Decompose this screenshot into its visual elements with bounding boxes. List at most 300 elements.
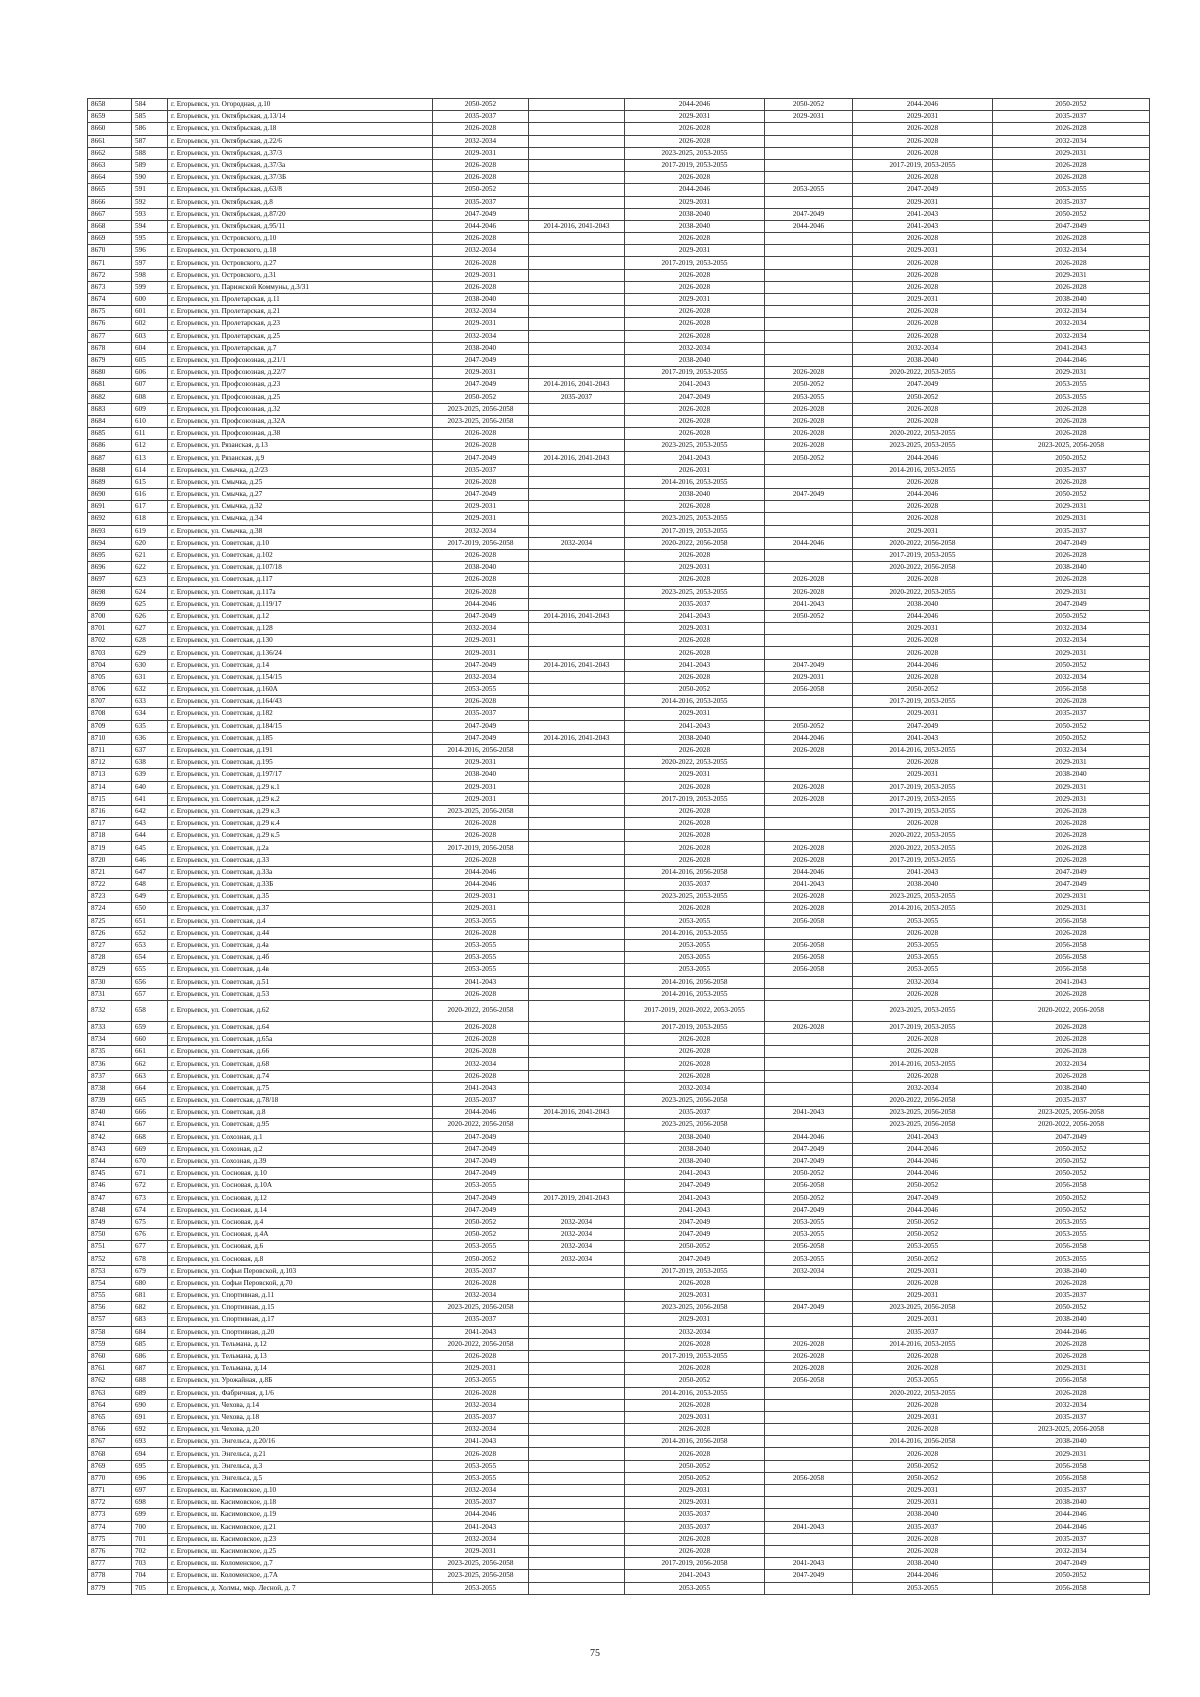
table-cell [765, 147, 853, 159]
table-cell: 2020-2022, 2056-2058 [993, 1119, 1150, 1131]
table-cell: 8750 [88, 1229, 132, 1241]
table-cell: 8669 [88, 233, 132, 245]
table-cell: 2023-2025, 2056-2058 [433, 1558, 529, 1570]
table-cell: г. Егорьевск, ул. Парижской Коммуны, д.3/31 [168, 281, 433, 293]
table-cell: 2023-2025, 2053-2055 [625, 513, 765, 525]
table-cell: г. Егорьевск, ул. Профсоюзная, д.38 [168, 428, 433, 440]
table-cell: 2029-2031 [433, 781, 529, 793]
table-cell: 2026-2028 [853, 233, 993, 245]
table-cell: г. Егорьевск, ул. Октябрьская, д.37/3 [168, 147, 433, 159]
table-cell: 8688 [88, 464, 132, 476]
table-cell: 2026-2028 [993, 927, 1150, 939]
table-cell: г. Егорьевск, ул. Сосновая, д.14 [168, 1204, 433, 1216]
table-cell: 2035-2037 [529, 391, 625, 403]
table-cell: 2038-2040 [625, 1143, 765, 1155]
table-cell: 2026-2028 [433, 172, 529, 184]
table-cell: 2056-2058 [765, 1375, 853, 1387]
table-cell: 2041-2043 [853, 220, 993, 232]
table-cell: 2026-2028 [853, 135, 993, 147]
table-cell: 2029-2031 [853, 245, 993, 257]
table-cell: 2029-2031 [993, 757, 1150, 769]
table-cell [529, 1411, 625, 1423]
table-cell: 2038-2040 [853, 598, 993, 610]
table-cell: 2032-2034 [625, 342, 765, 354]
table-cell [529, 257, 625, 269]
table-cell: г. Егорьевск, ул. Советская, д.35 [168, 891, 433, 903]
table-cell: 2056-2058 [993, 1375, 1150, 1387]
table-cell: 2026-2028 [993, 172, 1150, 184]
table-row [88, 257, 1150, 269]
table-row [88, 1424, 1150, 1436]
table-cell: 2026-2028 [625, 281, 765, 293]
table-cell: 2029-2031 [433, 367, 529, 379]
table-cell: 2014-2016, 2053-2055 [625, 927, 765, 939]
table-cell: 2047-2049 [765, 1155, 853, 1167]
table-cell: 2050-2052 [853, 1472, 993, 1484]
table-cell: 2050-2052 [625, 1375, 765, 1387]
table-cell [765, 1533, 853, 1545]
table-row [88, 1509, 1150, 1521]
table-cell: 664 [132, 1082, 168, 1094]
table-cell: 2026-2028 [853, 123, 993, 135]
table-cell: 2050-2052 [993, 1570, 1150, 1582]
table-cell: г. Егорьевск, ул. Сосновая, д.10 [168, 1168, 433, 1180]
table-cell [765, 549, 853, 561]
table-cell: 8660 [88, 123, 132, 135]
table-cell: 702 [132, 1545, 168, 1557]
table-cell: 649 [132, 891, 168, 903]
table-cell [529, 1034, 625, 1046]
table-cell: 635 [132, 720, 168, 732]
table-cell: г. Егорьевск, ш. Касимовское, д.23 [168, 1533, 433, 1545]
table-cell [765, 245, 853, 257]
table-row [88, 537, 1150, 549]
table-cell [765, 1460, 853, 1472]
table-cell: 2044-2046 [433, 1509, 529, 1521]
table-cell [765, 1058, 853, 1070]
table-cell: 8720 [88, 854, 132, 866]
table-cell: 601 [132, 306, 168, 318]
table-cell: 2029-2031 [853, 708, 993, 720]
table-cell: 2053-2055 [433, 1241, 529, 1253]
table-cell: 600 [132, 294, 168, 306]
table-cell: 2032-2034 [853, 976, 993, 988]
table-cell: 2020-2022, 2053-2055 [853, 1387, 993, 1399]
table-cell: 2032-2034 [433, 671, 529, 683]
table-cell [765, 1485, 853, 1497]
table-cell: 2029-2031 [993, 501, 1150, 513]
table-cell: 8751 [88, 1241, 132, 1253]
table-cell: г. Егорьевск, ш. Касимовское, д.25 [168, 1545, 433, 1557]
table-cell: 2032-2034 [529, 537, 625, 549]
table-cell: 2041-2043 [625, 1570, 765, 1582]
table-cell: 682 [132, 1302, 168, 1314]
table-cell: 2014-2016, 2041-2043 [529, 220, 625, 232]
table-cell: 2026-2028 [993, 403, 1150, 415]
table-cell: 634 [132, 708, 168, 720]
table-row [88, 988, 1150, 1000]
table-cell: 2053-2055 [433, 1472, 529, 1484]
table-cell [765, 233, 853, 245]
table-cell: 2035-2037 [993, 111, 1150, 123]
table-cell: г. Егорьевск, ул. Советская, д.65а [168, 1034, 433, 1046]
table-cell: 2026-2028 [433, 549, 529, 561]
table-cell [529, 1000, 625, 1021]
table-cell: 2050-2052 [993, 452, 1150, 464]
table-cell: 2023-2025, 2056-2058 [993, 1107, 1150, 1119]
table-row [88, 525, 1150, 537]
table-cell: 2029-2031 [625, 562, 765, 574]
table-cell: 2044-2046 [625, 184, 765, 196]
table-cell: 2050-2052 [625, 684, 765, 696]
table-cell: 694 [132, 1448, 168, 1460]
table-cell: 8744 [88, 1155, 132, 1167]
table-cell: 2038-2040 [433, 294, 529, 306]
table-cell: 674 [132, 1204, 168, 1216]
table-cell: 2026-2028 [433, 696, 529, 708]
table-cell: г. Егорьевск, ул. Октябрьская, д.37/3а [168, 159, 433, 171]
table-cell: 2026-2028 [765, 440, 853, 452]
table-cell: 2035-2037 [993, 525, 1150, 537]
table-cell: 2044-2046 [433, 1107, 529, 1119]
table-cell [529, 123, 625, 135]
table-cell: 2026-2028 [625, 415, 765, 427]
table-cell: 2029-2031 [625, 769, 765, 781]
table-cell: 2029-2031 [993, 891, 1150, 903]
table-cell: г. Егорьевск, ул. Тельмана, д.14 [168, 1363, 433, 1375]
table-cell: 2026-2028 [765, 781, 853, 793]
table-cell: 2029-2031 [993, 1363, 1150, 1375]
table-cell: 2044-2046 [853, 1168, 993, 1180]
table-cell: г. Егорьевск, ул. Энгельса, д.21 [168, 1448, 433, 1460]
table-cell: 2026-2028 [433, 1387, 529, 1399]
table-cell: 705 [132, 1582, 168, 1594]
table-cell: 2053-2055 [625, 1582, 765, 1594]
table-cell: г. Егорьевск, ул. Октябрьская, д.13/14 [168, 111, 433, 123]
table-cell [765, 1082, 853, 1094]
table-cell: 2035-2037 [433, 196, 529, 208]
table-row [88, 1095, 1150, 1107]
table-cell: 2020-2022, 2056-2058 [625, 537, 765, 549]
table-cell: 662 [132, 1058, 168, 1070]
table-cell: г. Егорьевск, ул. Пролетарская, д.11 [168, 294, 433, 306]
table-cell: 2056-2058 [993, 1241, 1150, 1253]
table-cell: 8707 [88, 696, 132, 708]
table-cell: г. Егорьевск, ул. Советская, д.117 [168, 574, 433, 586]
table-cell: 626 [132, 610, 168, 622]
table-cell: 8672 [88, 269, 132, 281]
table-cell: 2050-2052 [433, 1216, 529, 1228]
table-row [88, 196, 1150, 208]
table-cell: 8758 [88, 1326, 132, 1338]
table-cell: 2026-2028 [853, 476, 993, 488]
table-cell: 2050-2052 [993, 659, 1150, 671]
table-cell: 2050-2052 [993, 610, 1150, 622]
table-cell: 597 [132, 257, 168, 269]
table-cell: 2032-2034 [433, 1058, 529, 1070]
table-cell [529, 830, 625, 842]
table-cell: 2023-2025, 2056-2058 [625, 1119, 765, 1131]
table-row [88, 927, 1150, 939]
table-cell: г. Егорьевск, ш. Касимовское, д.18 [168, 1497, 433, 1509]
table-cell: 595 [132, 233, 168, 245]
table-cell: 2041-2043 [625, 659, 765, 671]
table-cell [765, 805, 853, 817]
table-row [88, 1180, 1150, 1192]
table-row [88, 684, 1150, 696]
table-cell: 8714 [88, 781, 132, 793]
table-cell: 2038-2040 [625, 1131, 765, 1143]
table-cell [529, 744, 625, 756]
table-cell: 2056-2058 [765, 1241, 853, 1253]
table-cell: 2029-2031 [625, 245, 765, 257]
table-cell: г. Егорьевск, ул. Сохозная, д.2 [168, 1143, 433, 1155]
table-cell: 2029-2031 [993, 147, 1150, 159]
table-cell: 2044-2046 [765, 537, 853, 549]
table-cell: 2020-2022, 2053-2055 [625, 757, 765, 769]
table-cell [529, 952, 625, 964]
table-cell: 2020-2022, 2056-2058 [853, 562, 993, 574]
table-cell: 8684 [88, 415, 132, 427]
table-cell: 2050-2052 [625, 1241, 765, 1253]
table-cell: г. Егорьевск, ул. Советская, д.33 [168, 854, 433, 866]
table-cell: 2047-2049 [433, 1168, 529, 1180]
table-cell: 616 [132, 489, 168, 501]
table-cell: 2017-2019, 2053-2055 [853, 159, 993, 171]
table-cell: 2026-2028 [625, 549, 765, 561]
table-cell: 2050-2052 [765, 610, 853, 622]
table-row [88, 220, 1150, 232]
table-row [88, 1436, 1150, 1448]
table-cell: г. Егорьевск, ул. Пролетарская, д.7 [168, 342, 433, 354]
table-cell: 2050-2052 [433, 99, 529, 111]
table-row [88, 428, 1150, 440]
table-cell: 660 [132, 1034, 168, 1046]
table-cell: г. Егорьевск, ул. Советская, д.29 к.3 [168, 805, 433, 817]
table-cell: 2026-2028 [625, 1070, 765, 1082]
table-row [88, 903, 1150, 915]
table-row [88, 379, 1150, 391]
table-cell [765, 1448, 853, 1460]
table-cell: 668 [132, 1131, 168, 1143]
table-cell [529, 1302, 625, 1314]
table-cell: 2026-2028 [853, 1363, 993, 1375]
table-cell: 656 [132, 976, 168, 988]
table-cell: 2044-2046 [433, 879, 529, 891]
table-cell: 2053-2055 [433, 1375, 529, 1387]
table-cell: 2023-2025, 2056-2058 [433, 415, 529, 427]
table-cell: 8699 [88, 598, 132, 610]
table-row [88, 1448, 1150, 1460]
table-cell: 2032-2034 [529, 1253, 625, 1265]
table-cell [529, 184, 625, 196]
table-cell [529, 1533, 625, 1545]
table-row [88, 172, 1150, 184]
table-cell [765, 769, 853, 781]
table-cell [529, 1314, 625, 1326]
table-cell [765, 1034, 853, 1046]
table-row [88, 342, 1150, 354]
table-cell: 2023-2025, 2053-2055 [853, 1000, 993, 1021]
table-cell [529, 525, 625, 537]
table-cell: 2017-2019, 2053-2055 [625, 1265, 765, 1277]
table-cell: 2047-2049 [993, 537, 1150, 549]
table-cell [529, 793, 625, 805]
table-cell: г. Егорьевск, ул. Советская, д.4а [168, 939, 433, 951]
table-cell: 2056-2058 [765, 939, 853, 951]
table-cell: 2056-2058 [993, 939, 1150, 951]
table-cell: 607 [132, 379, 168, 391]
table-cell [529, 1485, 625, 1497]
table-cell: 2035-2037 [993, 1411, 1150, 1423]
table-cell: 8713 [88, 769, 132, 781]
table-cell: 684 [132, 1326, 168, 1338]
table-cell: 2026-2028 [433, 854, 529, 866]
table-cell: 2026-2028 [625, 744, 765, 756]
table-cell: 676 [132, 1229, 168, 1241]
table-cell: 2050-2052 [853, 684, 993, 696]
table-cell [529, 1326, 625, 1338]
table-cell: 8771 [88, 1485, 132, 1497]
table-cell: 2050-2052 [993, 1204, 1150, 1216]
table-cell: 623 [132, 574, 168, 586]
table-cell: г. Егорьевск, ул. Советская, д.117а [168, 586, 433, 598]
table-cell: 8723 [88, 891, 132, 903]
table-cell [765, 525, 853, 537]
table-cell: 2053-2055 [765, 391, 853, 403]
table-cell: 610 [132, 415, 168, 427]
table-cell: 2029-2031 [853, 111, 993, 123]
table-cell: 8715 [88, 793, 132, 805]
table-cell: 8772 [88, 1497, 132, 1509]
table-cell: 2029-2031 [853, 1497, 993, 1509]
table-cell: 2047-2049 [853, 379, 993, 391]
table-cell: 654 [132, 952, 168, 964]
table-cell: 2026-2028 [993, 233, 1150, 245]
table-cell: 2032-2034 [993, 635, 1150, 647]
table-cell: 2026-2028 [625, 635, 765, 647]
table-cell: 690 [132, 1399, 168, 1411]
table-cell: 651 [132, 915, 168, 927]
table-cell: 2014-2016, 2056-2058 [625, 1436, 765, 1448]
table-cell: 2038-2040 [625, 208, 765, 220]
table-cell [529, 696, 625, 708]
table-cell: 2026-2028 [625, 428, 765, 440]
table-cell: г. Егорьевск, ул. Советская, д.102 [168, 549, 433, 561]
table-cell: 2050-2052 [433, 1229, 529, 1241]
table-cell: 2044-2046 [853, 99, 993, 111]
table-cell: 2047-2049 [625, 1216, 765, 1228]
table-cell: 2047-2049 [433, 379, 529, 391]
table-cell: 8690 [88, 489, 132, 501]
table-cell [529, 403, 625, 415]
table-cell: 2023-2025, 2056-2058 [433, 403, 529, 415]
table-cell: 8727 [88, 939, 132, 951]
table-cell: г. Егорьевск, ул. Островского, д.10 [168, 233, 433, 245]
table-cell: 2047-2049 [765, 1143, 853, 1155]
table-cell: г. Егорьевск, ул. Сосновая, д.4 [168, 1216, 433, 1228]
table-cell [765, 172, 853, 184]
table-row [88, 610, 1150, 622]
table-cell: 637 [132, 744, 168, 756]
table-cell: 2026-2028 [625, 1448, 765, 1460]
table-cell: 2032-2034 [993, 1545, 1150, 1557]
table-cell [529, 562, 625, 574]
table-row [88, 111, 1150, 123]
table-cell: 8756 [88, 1302, 132, 1314]
table-cell: г. Егорьевск, ул. Советская, д.195 [168, 757, 433, 769]
table-cell: 2017-2019, 2056-2058 [625, 1558, 765, 1570]
table-cell: 2035-2037 [993, 1533, 1150, 1545]
table-cell: 2053-2055 [993, 1216, 1150, 1228]
table-cell: 2029-2031 [993, 269, 1150, 281]
table-cell [765, 1424, 853, 1436]
table-cell: 640 [132, 781, 168, 793]
table-cell [765, 354, 853, 366]
table-cell: г. Егорьевск, ул. Сохозная, д.1 [168, 1131, 433, 1143]
table-row [88, 1131, 1150, 1143]
table-cell: 2026-2028 [993, 1021, 1150, 1033]
table-cell: 620 [132, 537, 168, 549]
table-cell: 2026-2028 [625, 671, 765, 683]
table-cell: 2044-2046 [433, 866, 529, 878]
table-cell: 8737 [88, 1070, 132, 1082]
table-cell: г. Егорьевск, ул. Сохозная, д.39 [168, 1155, 433, 1167]
table-cell: 8711 [88, 744, 132, 756]
table-cell: 2026-2028 [625, 842, 765, 854]
table-cell: 8678 [88, 342, 132, 354]
table-row [88, 1326, 1150, 1338]
table-cell [529, 1070, 625, 1082]
table-row [88, 708, 1150, 720]
table-cell: 2029-2031 [853, 196, 993, 208]
table-cell: г. Егорьевск, ул. Советская, д.37 [168, 903, 433, 915]
table-cell: 2026-2028 [993, 159, 1150, 171]
table-cell: г. Егорьевск, ул. Профсоюзная, д.23 [168, 379, 433, 391]
table-cell [529, 1472, 625, 1484]
table-cell: г. Егорьевск, ул. Профсоюзная, д.21/1 [168, 354, 433, 366]
table-cell: 2050-2052 [993, 99, 1150, 111]
table-row [88, 647, 1150, 659]
table-cell: 2026-2028 [625, 830, 765, 842]
table-cell: 2047-2049 [433, 1204, 529, 1216]
table-cell: 2026-2028 [993, 854, 1150, 866]
table-cell: 648 [132, 879, 168, 891]
schedule-table [87, 98, 1150, 1595]
table-cell: 2053-2055 [853, 915, 993, 927]
table-cell: 2026-2028 [433, 1277, 529, 1289]
table-cell: 2023-2025, 2056-2058 [433, 805, 529, 817]
table-cell: 2026-2028 [765, 842, 853, 854]
table-cell: 2017-2019, 2053-2055 [853, 696, 993, 708]
table-cell: 2029-2031 [853, 525, 993, 537]
table-cell: 2029-2031 [625, 1411, 765, 1423]
table-cell [529, 1448, 625, 1460]
table-row [88, 99, 1150, 111]
table-cell: 2041-2043 [625, 379, 765, 391]
table-cell: 2026-2028 [625, 805, 765, 817]
table-cell: 2020-2022, 2053-2055 [853, 830, 993, 842]
table-cell: 2047-2049 [765, 208, 853, 220]
table-cell: 8739 [88, 1095, 132, 1107]
table-cell [765, 123, 853, 135]
table-cell: 666 [132, 1107, 168, 1119]
table-cell: 8712 [88, 757, 132, 769]
table-cell: 2041-2043 [853, 208, 993, 220]
table-cell: 2014-2016, 2053-2055 [853, 903, 993, 915]
table-cell: 2050-2052 [853, 1253, 993, 1265]
table-cell [529, 1046, 625, 1058]
